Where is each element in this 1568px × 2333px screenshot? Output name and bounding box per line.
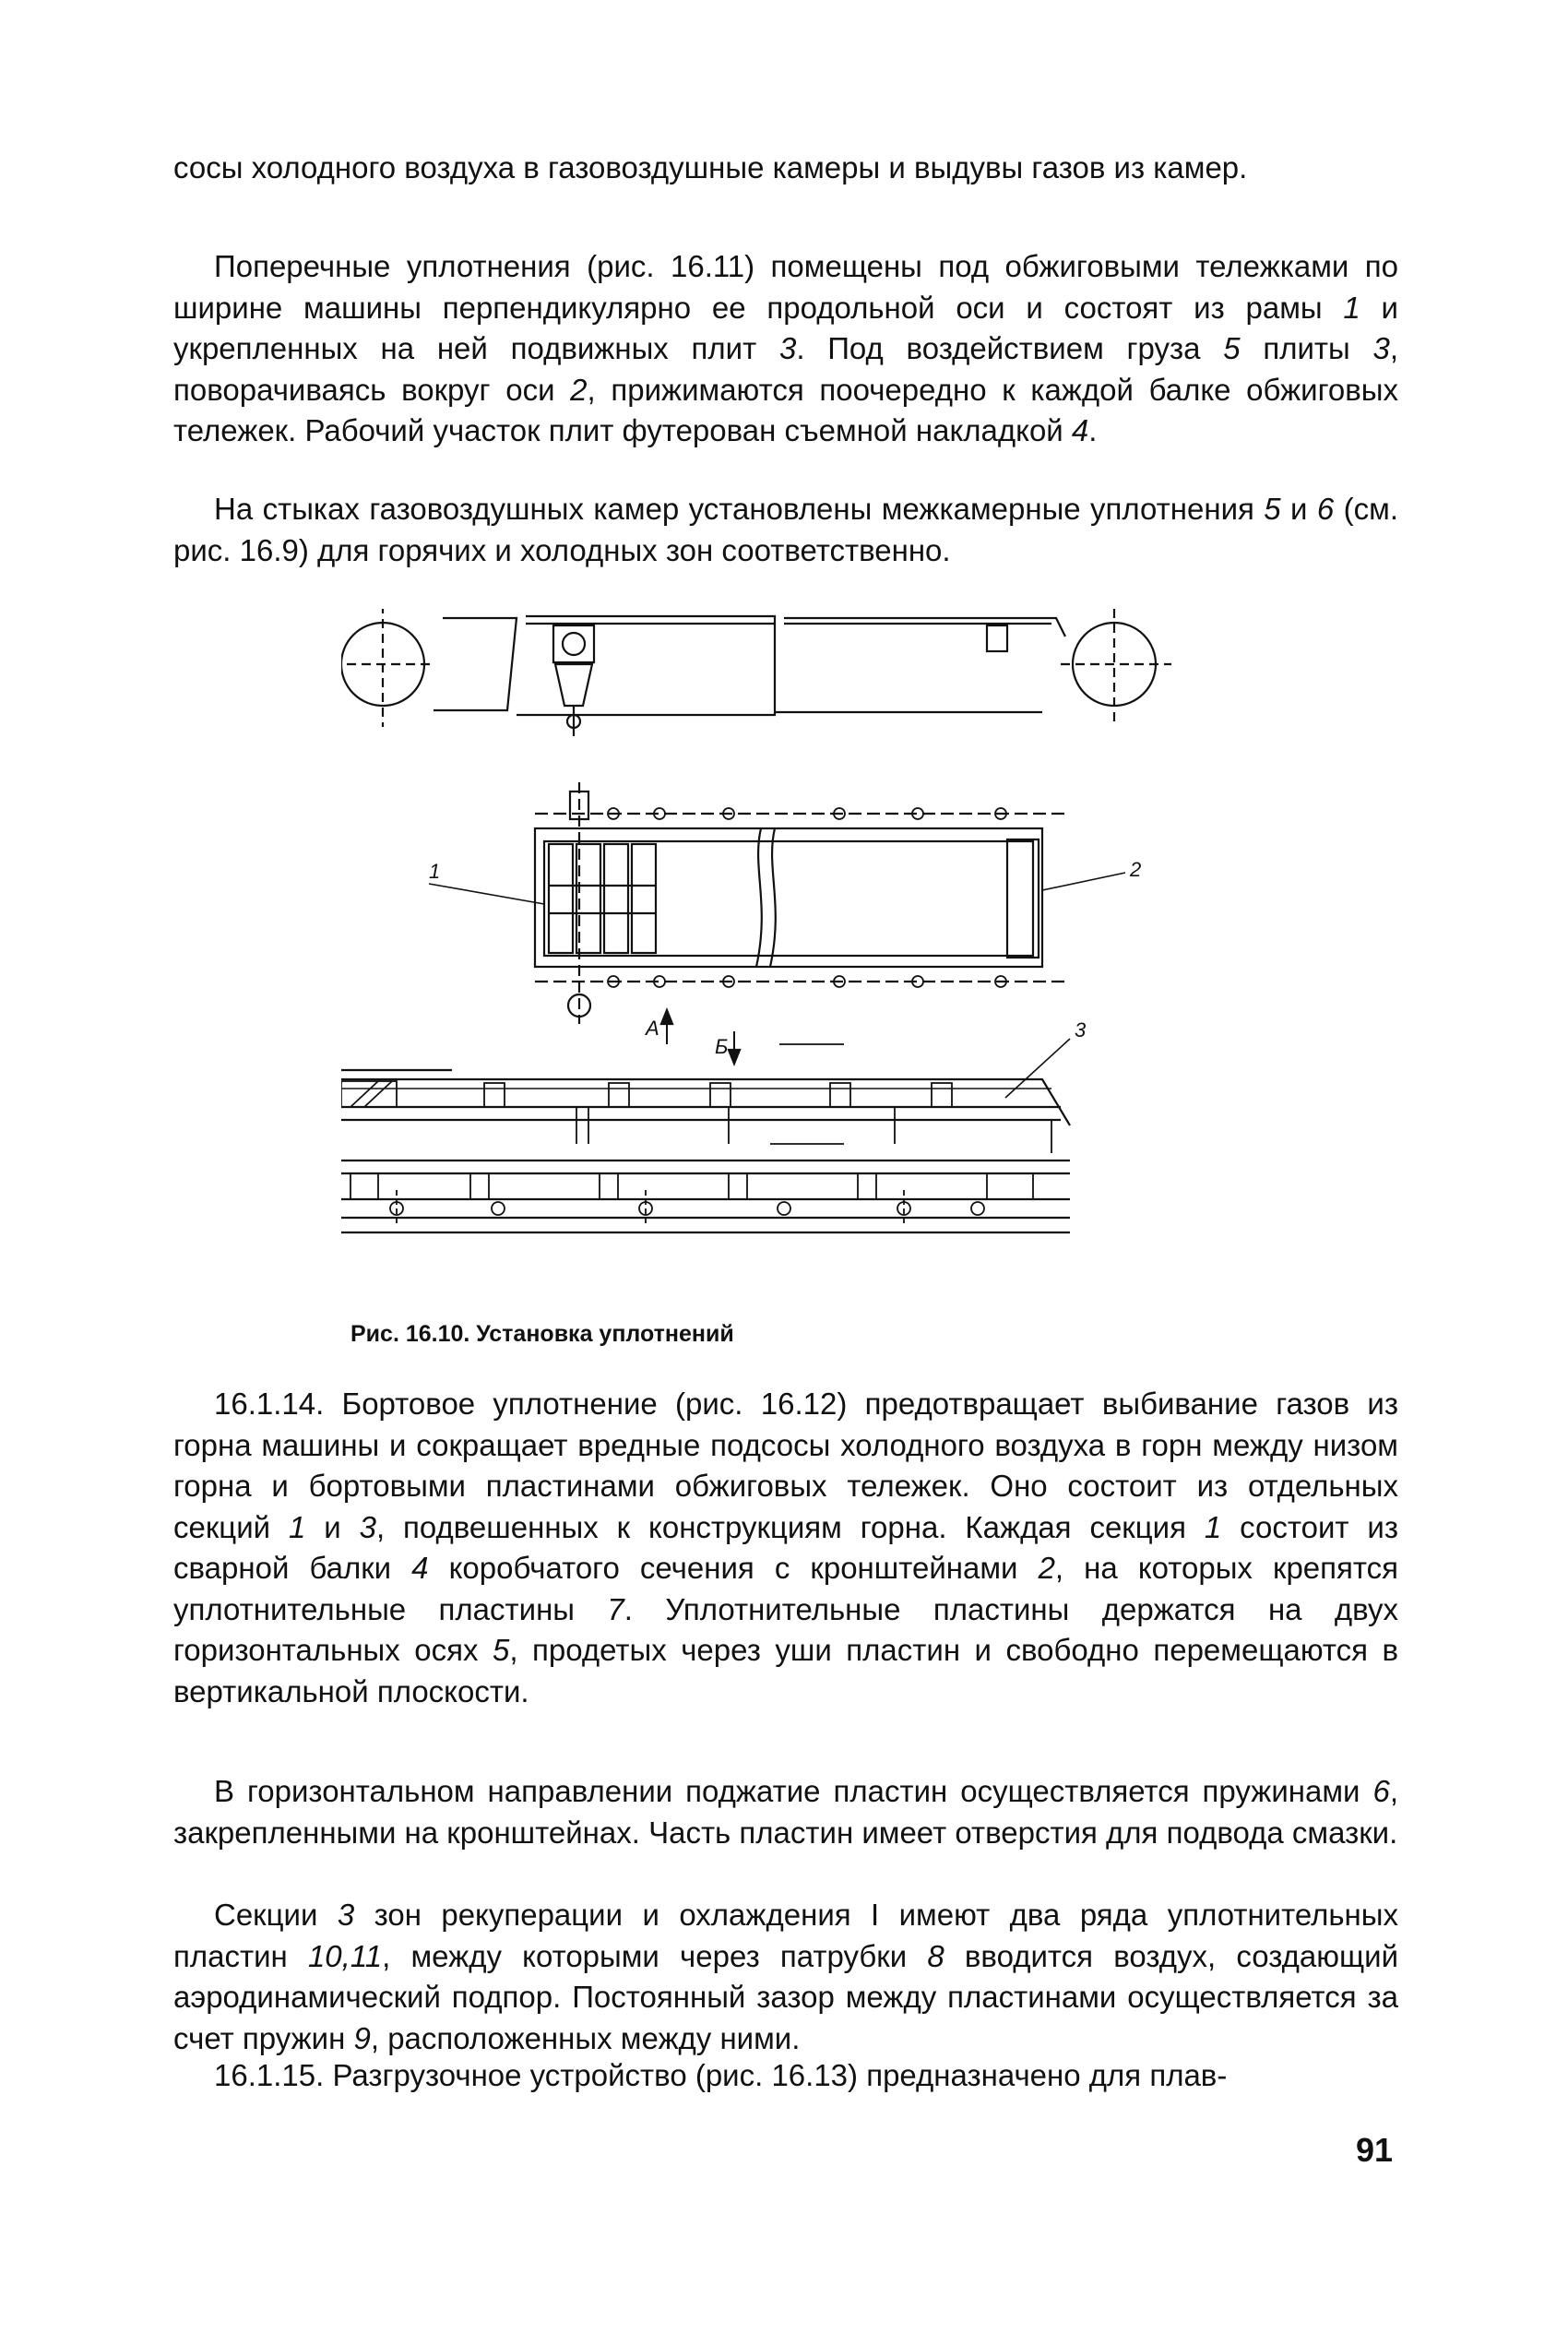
side-section-view bbox=[341, 1039, 1070, 1153]
bolt-heads bbox=[608, 808, 1006, 987]
paragraph-1-text: сосы холодного воздуха в газовоздушные камеры и выдувы газов из камер. bbox=[173, 150, 1248, 184]
view-label-a: А bbox=[646, 1017, 659, 1040]
seal-frame bbox=[535, 828, 1042, 967]
bottom-plan-view bbox=[341, 1161, 1070, 1232]
view-label-b: Б bbox=[715, 1035, 729, 1058]
paragraph-7 bbox=[173, 2055, 1398, 2097]
paragraph-2: Поперечные уплотнения (рис. 16.11) помещены под обжиговыми тележками по ширине машины перпендикулярно ее продольной оси и состоят из рамы 1 и укрепленных на ней подвижных плит 3. Под воздействием груза 5 плиты 3, поворачиваясь вокруг оси 2, прижимаются поочередно к каждой балке обжиговых тележек. Рабочий участок плит футерован съемной накладкой 4. bbox=[173, 249, 1398, 447]
paragraph-1 bbox=[173, 148, 1398, 189]
paragraph-5: В горизонтальном направлении поджатие пластин осуществляется пружинами 6, закрепленными на кронштейнах. Часть пластин имеет отверстия для подвода смазки. bbox=[173, 1774, 1398, 1850]
figure-label-3: 3 bbox=[1075, 1018, 1087, 1042]
page-number: 91 bbox=[1356, 2131, 1394, 2169]
paragraph-6: Секции 3 зон рекуперации и охлаждения I имеют два ряда уплотнительных пластин 10,11, между которыми через патрубки 8 вводится воздух, создающий аэродинамический подпор. Постоянный зазор между пластинами осуществляется за счет пружин 9, расположенных между ними. bbox=[173, 1898, 1399, 2055]
figure-label-2: 2 bbox=[1130, 858, 1142, 881]
plan-view bbox=[429, 782, 1125, 1064]
figure-label-1: 1 bbox=[429, 860, 441, 883]
paragraph-7-text: 16.1.15. Разгрузочное устройство (рис. 16.13) предназначено для плав- bbox=[214, 2058, 1228, 2092]
figure-caption: Рис. 16.10. Установка уплотнений bbox=[350, 1321, 734, 1347]
paragraph-4: 16.1.14. Бортовое уплотнение (рис. 16.12) предотвращает выбивание газов из горна машины и сокращает вредные подсосы холодного воздуха в горн между низом горна и бортовыми пластинами обжиговых тележек. Оно состоит из отдельных секций 1 и 3, подвешенных к конструкциям горна. Каждая секция 1 состоит из сварной балки 4 коробчатого сечения с кронштейнами 2, на которых крепятся уплотнительные пластины 7. Уплотнительные пластины держатся на двух горизонтальных осях 5, продетых через уши пластин и свободно перемещаются в вертикальной плоскости. bbox=[173, 1387, 1398, 1708]
mechanism-housing bbox=[553, 625, 594, 662]
top-belt-view bbox=[341, 609, 1171, 736]
figure-16-10-drawing bbox=[341, 609, 1218, 1310]
paragraph-3: На стыках газовоздушных камер установлены межкамерные уплотнения 5 и 6 (см. рис. 16.9) для горячих и холодных зон соответственно. bbox=[173, 492, 1398, 567]
